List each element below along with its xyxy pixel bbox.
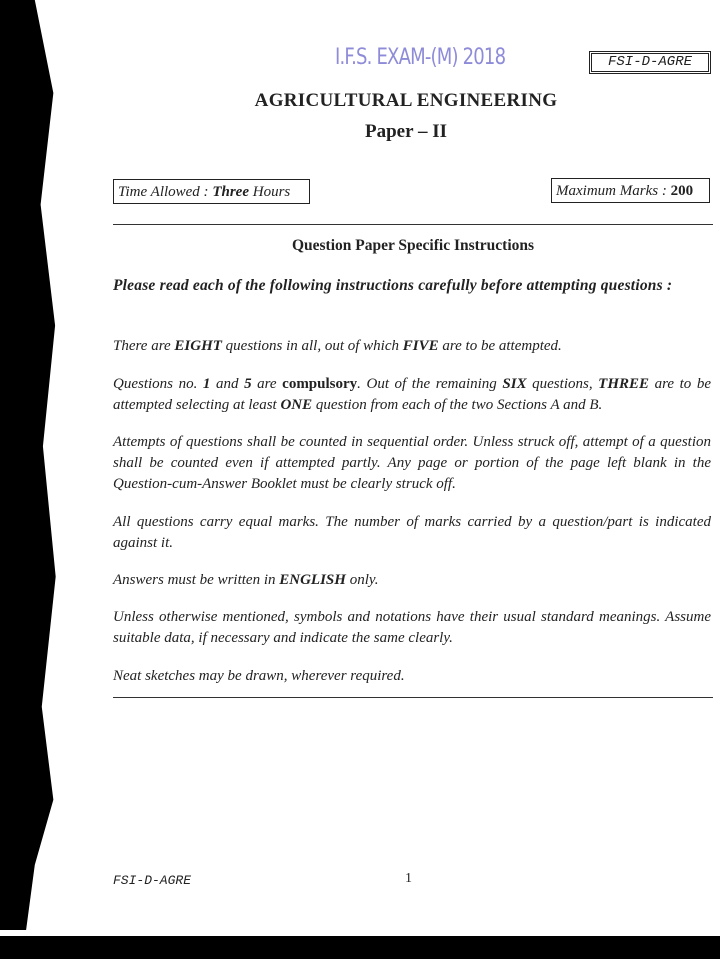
time-allowed-box xyxy=(113,179,310,204)
maximum-marks-box xyxy=(551,178,710,203)
scan-edge-bottom xyxy=(0,936,720,959)
time-value: Three xyxy=(212,184,249,200)
emphasis: EIGHT xyxy=(174,338,222,354)
time-label: Time Allowed : xyxy=(118,184,213,200)
subject-title: AGRICULTURAL ENGINEERING xyxy=(254,90,558,111)
text: There are xyxy=(113,338,175,354)
text: . Out of the remaining xyxy=(357,376,503,392)
text: are to be attempted selecting at least xyxy=(113,376,712,413)
emphasis: compulsory xyxy=(282,376,358,392)
text: question from each of the two Sections A and B. xyxy=(312,397,603,413)
emphasis: ENGLISH xyxy=(279,572,346,588)
emphasis: 1 xyxy=(202,376,211,392)
instructions-intro: Please read each of the following instructions carefully before attempting questions : xyxy=(113,277,673,294)
text: questions, xyxy=(526,376,599,392)
text: are to be attempted. xyxy=(438,338,562,354)
exam-stamp: I.F.S. EXAM-(M) 2018 xyxy=(335,45,506,70)
divider-bottom xyxy=(113,697,713,698)
instruction-3: Attempts of questions shall be counted in sequential order. Unless struck off, attempt of a question shall be counted even if attempted partly. Any page or portion of the page left blank in the Question-cum-Answer Booklet must be clearly struck off. xyxy=(113,434,711,492)
emphasis: THREE xyxy=(598,376,650,392)
marks-value: 200 xyxy=(670,183,694,199)
text: only. xyxy=(345,572,379,588)
paper-code-box: FSI-D-AGRE xyxy=(589,51,711,74)
instruction-6: Unless otherwise mentioned, symbols and notations have their usual standard meanings. Assume suitable data, if necessary and indicate the same clearly. xyxy=(113,609,711,646)
instruction-5 xyxy=(113,570,711,591)
emphasis: FIVE xyxy=(402,338,439,354)
instruction-7: Neat sketches may be drawn, wherever required. xyxy=(113,668,405,684)
instructions-heading: Question Paper Specific Instructions xyxy=(291,237,535,254)
instruction-4: All questions carry equal marks. The number of marks carried by a question/part is indicated against it. xyxy=(113,514,711,551)
divider-top xyxy=(113,224,713,225)
footer-paper-code: FSI-D-AGRE xyxy=(113,873,192,888)
emphasis: 5 xyxy=(244,376,252,392)
time-unit: Hours xyxy=(248,184,291,200)
paper-title: Paper – II xyxy=(365,121,447,142)
text: are xyxy=(251,376,283,392)
marks-label: Maximum Marks : xyxy=(556,183,671,199)
instruction-2 xyxy=(113,374,711,416)
text: Answers must be written in xyxy=(113,572,280,588)
emphasis: ONE xyxy=(280,397,313,413)
text: questions in all, out of which xyxy=(221,338,403,354)
page-number: 1 xyxy=(405,871,412,886)
instruction-1 xyxy=(113,336,711,357)
emphasis: SIX xyxy=(502,376,527,392)
text: and xyxy=(210,376,245,392)
text: Questions no. xyxy=(113,376,203,392)
